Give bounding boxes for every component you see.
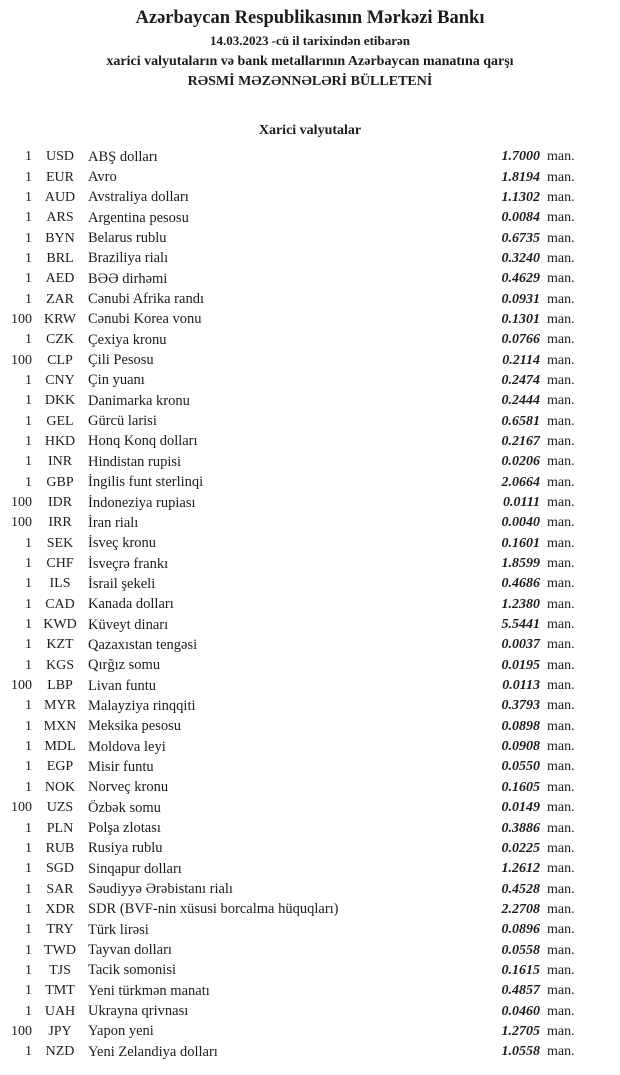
- unit-label: man.: [547, 779, 575, 795]
- rate-value: 0.0898: [501, 718, 540, 734]
- currency-code: MYR: [44, 698, 76, 714]
- currency-name: Moldova leyi: [88, 738, 166, 755]
- rate-value: 0.0908: [501, 739, 540, 755]
- currency-name: ABŞ dolları: [88, 148, 158, 165]
- currency-code: BRL: [46, 250, 74, 266]
- rate-value: 1.1302: [501, 189, 540, 205]
- rate-row: [0, 595, 580, 615]
- currency-code: TJS: [49, 962, 71, 978]
- rate-row: [0, 961, 580, 981]
- rate-value: 0.0037: [501, 637, 540, 653]
- rate-row: [0, 147, 580, 167]
- currency-code: RUB: [45, 840, 75, 856]
- currency-name: Çexiya kronu: [88, 331, 167, 348]
- rate-row: [0, 920, 580, 940]
- rate-value: 2.0664: [501, 474, 540, 490]
- unit-label: man.: [547, 230, 575, 246]
- currency-code: INR: [47, 454, 73, 470]
- quantity: 1: [25, 1044, 32, 1060]
- rate-value: 0.4629: [501, 271, 540, 287]
- quantity: 1: [25, 840, 32, 856]
- quantity: 1: [25, 413, 32, 429]
- currency-code: MDL: [44, 739, 76, 755]
- quantity: 100: [11, 678, 32, 694]
- currency-code: CZK: [46, 332, 74, 348]
- rate-row: [0, 310, 580, 330]
- rate-row: [0, 452, 580, 472]
- unit-label: man.: [547, 962, 575, 978]
- currency-name: Küveyt dinarı: [88, 616, 169, 633]
- currency-code: KWD: [43, 617, 77, 633]
- currency-code: BYN: [45, 230, 75, 246]
- quantity: 1: [25, 637, 32, 653]
- currency-name: Cənubi Afrika randı: [88, 291, 204, 308]
- unit-label: man.: [547, 311, 575, 327]
- currency-code: IDR: [47, 495, 73, 511]
- currency-name: Polşa zlotası: [88, 820, 161, 837]
- currency-code: CLP: [47, 352, 73, 368]
- rate-value: 0.0931: [501, 291, 540, 307]
- unit-label: man.: [547, 1023, 575, 1039]
- currency-name: Misir funtu: [88, 758, 154, 775]
- rate-value: 1.0558: [501, 1044, 540, 1060]
- quantity: 1: [25, 230, 32, 246]
- unit-label: man.: [547, 250, 575, 266]
- rate-row: [0, 228, 580, 248]
- rate-value: 0.0084: [501, 210, 540, 226]
- currency-name: Rusiya rublu: [88, 840, 163, 857]
- unit-label: man.: [547, 881, 575, 897]
- quantity: 1: [25, 901, 32, 917]
- rate-row: [0, 879, 580, 899]
- rate-value: 0.0111: [503, 495, 540, 511]
- quantity: 1: [25, 657, 32, 673]
- quantity: 1: [25, 291, 32, 307]
- unit-label: man.: [547, 1003, 575, 1019]
- currency-code: CAD: [45, 596, 75, 612]
- unit-label: man.: [547, 210, 575, 226]
- quantity: 1: [25, 576, 32, 592]
- currency-code: GBP: [46, 474, 74, 490]
- quantity: 1: [25, 983, 32, 999]
- unit-label: man.: [547, 698, 575, 714]
- currency-code: CNY: [45, 372, 75, 388]
- rate-row: [0, 757, 580, 777]
- currency-name: Qırğız somu: [88, 657, 161, 674]
- rate-value: 0.2474: [501, 372, 540, 388]
- quantity: 1: [25, 556, 32, 572]
- quantity: 1: [25, 169, 32, 185]
- currency-name: Gürcü larisi: [88, 413, 157, 430]
- currency-name: Cənubi Korea vonu: [88, 311, 202, 328]
- currency-code: JPY: [48, 1023, 72, 1039]
- currency-name: Yeni türkmən manatı: [88, 982, 210, 999]
- unit-label: man.: [547, 413, 575, 429]
- currency-code: UAH: [44, 1003, 76, 1019]
- currency-name: Malayziya rinqqiti: [88, 697, 196, 714]
- currency-name: Yapon yeni: [88, 1023, 154, 1040]
- rate-row: [0, 717, 580, 737]
- rate-row: [0, 574, 580, 594]
- rate-row: [0, 798, 580, 818]
- currency-code: USD: [45, 149, 74, 165]
- quantity: 1: [25, 271, 32, 287]
- unit-label: man.: [547, 739, 575, 755]
- unit-label: man.: [547, 922, 575, 938]
- rate-value: 0.0195: [501, 657, 540, 673]
- bulletin-title: RƏSMİ MƏZƏNNƏLƏRİ BÜLLETENİ: [187, 74, 433, 89]
- rate-value: 0.0460: [501, 1003, 540, 1019]
- rate-row: [0, 330, 580, 350]
- quantity: 1: [25, 739, 32, 755]
- unit-label: man.: [547, 535, 575, 551]
- quantity: 1: [25, 1003, 32, 1019]
- rate-row: [0, 839, 580, 859]
- rate-value: 0.4528: [501, 881, 540, 897]
- currency-name: Ukrayna qrivnası: [88, 1003, 189, 1020]
- rate-value: 0.0558: [501, 942, 540, 958]
- rate-row: [0, 1042, 580, 1062]
- quantity: 1: [25, 962, 32, 978]
- rate-row: [0, 473, 580, 493]
- unit-label: man.: [547, 556, 575, 572]
- unit-label: man.: [547, 983, 575, 999]
- rate-value: 0.0040: [501, 515, 540, 531]
- date-line: 14.03.2023 -cü il tarixindən etibarən: [209, 33, 411, 48]
- rate-row: [0, 188, 580, 208]
- currency-code: ARS: [46, 210, 74, 226]
- rate-value: 0.0766: [501, 332, 540, 348]
- rate-row: [0, 818, 580, 838]
- rate-row: [0, 391, 580, 411]
- currency-name: Çili Pesosu: [88, 352, 154, 369]
- rate-row: [0, 737, 580, 757]
- unit-label: man.: [547, 352, 575, 368]
- quantity: 100: [11, 800, 32, 816]
- rate-value: 0.2167: [501, 433, 540, 449]
- rate-row: [0, 289, 580, 309]
- unit-label: man.: [547, 576, 575, 592]
- quantity: 1: [25, 881, 32, 897]
- quantity: 1: [25, 332, 32, 348]
- unit-label: man.: [547, 495, 575, 511]
- rate-row: [0, 371, 580, 391]
- quantity: 1: [25, 779, 32, 795]
- currency-code: ILS: [49, 576, 71, 592]
- rate-value: 1.7000: [501, 149, 540, 165]
- rate-value: 0.6581: [501, 413, 540, 429]
- currency-code: SGD: [45, 861, 74, 877]
- rate-value: 1.2705: [501, 1023, 540, 1039]
- rate-value: 0.3240: [501, 250, 540, 266]
- unit-label: man.: [547, 657, 575, 673]
- unit-label: man.: [547, 454, 575, 470]
- currency-name: Argentina pesosu: [88, 209, 189, 226]
- quantity: 1: [25, 535, 32, 551]
- currency-name: Özbək somu: [88, 799, 161, 816]
- currency-code: IRR: [48, 515, 72, 531]
- rate-row: [0, 432, 580, 452]
- currency-code: AED: [45, 271, 75, 287]
- rate-row: [0, 635, 580, 655]
- rate-row: [0, 981, 580, 1001]
- currency-code: GEL: [46, 413, 74, 429]
- unit-label: man.: [547, 759, 575, 775]
- rate-value: 5.5441: [501, 617, 540, 633]
- currency-name: Tayvan dolları: [88, 942, 172, 959]
- currency-code: LBP: [47, 678, 73, 694]
- currency-code: DKK: [44, 393, 76, 409]
- currency-code: EGP: [46, 759, 74, 775]
- rate-row: [0, 269, 580, 289]
- currency-name: İngilis funt sterlinqi: [88, 474, 204, 491]
- rate-row: [0, 1001, 580, 1021]
- rate-row: [0, 900, 580, 920]
- currency-code: AUD: [44, 189, 76, 205]
- quantity: 100: [11, 311, 32, 327]
- currency-code: KGS: [45, 657, 74, 673]
- rate-value: 0.0113: [502, 678, 540, 694]
- currency-name: İndoneziya rupiası: [88, 494, 196, 511]
- currency-name: Avro: [88, 169, 117, 186]
- unit-label: man.: [547, 800, 575, 816]
- bank-name: Azərbaycan Respublikasının Mərkəzi Bankı: [135, 8, 485, 28]
- quantity: 1: [25, 759, 32, 775]
- rate-row: [0, 676, 580, 696]
- currency-code: XDR: [45, 901, 75, 917]
- quantity: 1: [25, 718, 32, 734]
- rate-row: [0, 1022, 580, 1042]
- quantity: 100: [11, 515, 32, 531]
- unit-label: man.: [547, 433, 575, 449]
- unit-label: man.: [547, 189, 575, 205]
- quantity: 1: [25, 372, 32, 388]
- section-title: Xarici valyutalar: [258, 123, 362, 138]
- unit-label: man.: [547, 393, 575, 409]
- rate-row: [0, 859, 580, 879]
- currency-name: Meksika pesosu: [88, 718, 182, 735]
- quantity: 1: [25, 474, 32, 490]
- unit-label: man.: [547, 840, 575, 856]
- currency-name: Honq Konq dolları: [88, 433, 198, 450]
- quantity: 1: [25, 698, 32, 714]
- rate-value: 0.0225: [501, 840, 540, 856]
- currency-code: PLN: [46, 820, 74, 836]
- currency-name: İsveç kronu: [88, 535, 157, 552]
- currency-name: Avstraliya dolları: [88, 189, 189, 206]
- unit-label: man.: [547, 372, 575, 388]
- currency-code: KZT: [46, 637, 74, 653]
- currency-name: Türk lirəsi: [88, 921, 149, 938]
- rate-value: 0.3886: [501, 820, 540, 836]
- unit-label: man.: [547, 820, 575, 836]
- rate-row: [0, 778, 580, 798]
- quantity: 1: [25, 454, 32, 470]
- quantity: 1: [25, 250, 32, 266]
- quantity: 1: [25, 942, 32, 958]
- rate-row: [0, 615, 580, 635]
- quantity: 1: [25, 433, 32, 449]
- rate-row: [0, 696, 580, 716]
- rate-value: 0.0206: [501, 454, 540, 470]
- unit-label: man.: [547, 718, 575, 734]
- unit-label: man.: [547, 291, 575, 307]
- quantity: 1: [25, 617, 32, 633]
- unit-label: man.: [547, 678, 575, 694]
- quantity: 1: [25, 922, 32, 938]
- unit-label: man.: [547, 474, 575, 490]
- unit-label: man.: [547, 901, 575, 917]
- quantity: 1: [25, 210, 32, 226]
- currency-name: Səudiyyə Ərəbistanı rialı: [88, 881, 233, 898]
- rate-value: 0.4686: [501, 576, 540, 592]
- currency-name: Hindistan rupisi: [88, 453, 182, 470]
- currency-name: BƏƏ dirhəmi: [88, 270, 168, 287]
- currency-name: Kanada dolları: [88, 596, 174, 613]
- currency-name: Belarus rublu: [88, 230, 167, 247]
- rate-row: [0, 167, 580, 187]
- unit-label: man.: [547, 617, 575, 633]
- currency-name: Braziliya rialı: [88, 250, 169, 267]
- rate-row: [0, 513, 580, 533]
- unit-label: man.: [547, 149, 575, 165]
- quantity: 1: [25, 861, 32, 877]
- currency-code: UZS: [46, 800, 74, 816]
- rate-value: 0.0149: [501, 800, 540, 816]
- rate-row: [0, 534, 580, 554]
- currency-name: Danimarka kronu: [88, 392, 190, 409]
- unit-label: man.: [547, 1044, 575, 1060]
- rate-value: 0.4857: [501, 983, 540, 999]
- unit-label: man.: [547, 637, 575, 653]
- quantity: 1: [25, 596, 32, 612]
- rate-value: 0.2114: [502, 352, 540, 368]
- quantity: 1: [25, 189, 32, 205]
- rate-row: [0, 249, 580, 269]
- currency-code: SAR: [46, 881, 74, 897]
- currency-code: KRW: [44, 311, 76, 327]
- currency-name: Livan funtu: [88, 677, 157, 694]
- currency-code: MXN: [43, 718, 77, 734]
- unit-label: man.: [547, 169, 575, 185]
- rate-value: 0.1601: [501, 535, 540, 551]
- rate-value: 0.1615: [501, 962, 540, 978]
- currency-name: İsrail şekeli: [88, 575, 156, 592]
- unit-label: man.: [547, 515, 575, 531]
- quantity: 1: [25, 393, 32, 409]
- currency-name: Tacik somonisi: [88, 962, 176, 979]
- rate-row: [0, 940, 580, 960]
- currency-name: Yeni Zelandiya dolları: [88, 1043, 218, 1060]
- rate-value: 1.8194: [501, 169, 540, 185]
- rate-value: 0.1605: [501, 779, 540, 795]
- rate-value: 0.1301: [501, 311, 540, 327]
- rate-row: [0, 493, 580, 513]
- currency-name: Çin yuanı: [88, 372, 145, 389]
- rate-value: 0.0896: [501, 922, 540, 938]
- subtitle: xarici valyutaların və bank metallarının Azərbaycan manatına qarşı: [106, 54, 514, 69]
- currency-code: TWD: [44, 942, 76, 958]
- rate-row: [0, 350, 580, 370]
- rate-value: 0.6735: [501, 230, 540, 246]
- currency-name: Qazaxıstan tengəsi: [88, 636, 198, 653]
- currency-code: TRY: [46, 922, 74, 938]
- quantity: 100: [11, 352, 32, 368]
- currency-code: NZD: [45, 1044, 75, 1060]
- currency-name: İsveçrə frankı: [88, 555, 169, 572]
- rate-value: 1.8599: [501, 556, 540, 572]
- currency-code: ZAR: [46, 291, 74, 307]
- currency-name: Sinqapur dolları: [88, 860, 182, 877]
- currency-code: NOK: [44, 779, 76, 795]
- unit-label: man.: [547, 332, 575, 348]
- currency-code: EUR: [46, 169, 74, 185]
- rate-row: [0, 208, 580, 228]
- currency-name: İran rialı: [88, 514, 139, 531]
- currency-code: TMT: [45, 983, 75, 999]
- rate-value: 2.2708: [501, 901, 540, 917]
- currency-name: Norveç kronu: [88, 779, 169, 796]
- rate-row: [0, 554, 580, 574]
- currency-code: SEK: [46, 535, 74, 551]
- quantity: 1: [25, 149, 32, 165]
- quantity: 1: [25, 820, 32, 836]
- currency-name: SDR (BVF-nin xüsusi borcalma hüquqları): [88, 901, 339, 918]
- rate-value: 0.2444: [501, 393, 540, 409]
- unit-label: man.: [547, 271, 575, 287]
- currency-code: HKD: [44, 433, 76, 449]
- currency-code: CHF: [46, 556, 74, 572]
- rate-row: [0, 411, 580, 431]
- rates-table: [0, 147, 620, 1062]
- unit-label: man.: [547, 861, 575, 877]
- unit-label: man.: [547, 596, 575, 612]
- rate-value: 1.2380: [501, 596, 540, 612]
- unit-label: man.: [547, 942, 575, 958]
- quantity: 100: [11, 495, 32, 511]
- rate-value: 1.2612: [501, 861, 540, 877]
- rate-value: 0.0550: [501, 759, 540, 775]
- rate-row: [0, 656, 580, 676]
- rate-value: 0.3793: [501, 698, 540, 714]
- quantity: 100: [11, 1023, 32, 1039]
